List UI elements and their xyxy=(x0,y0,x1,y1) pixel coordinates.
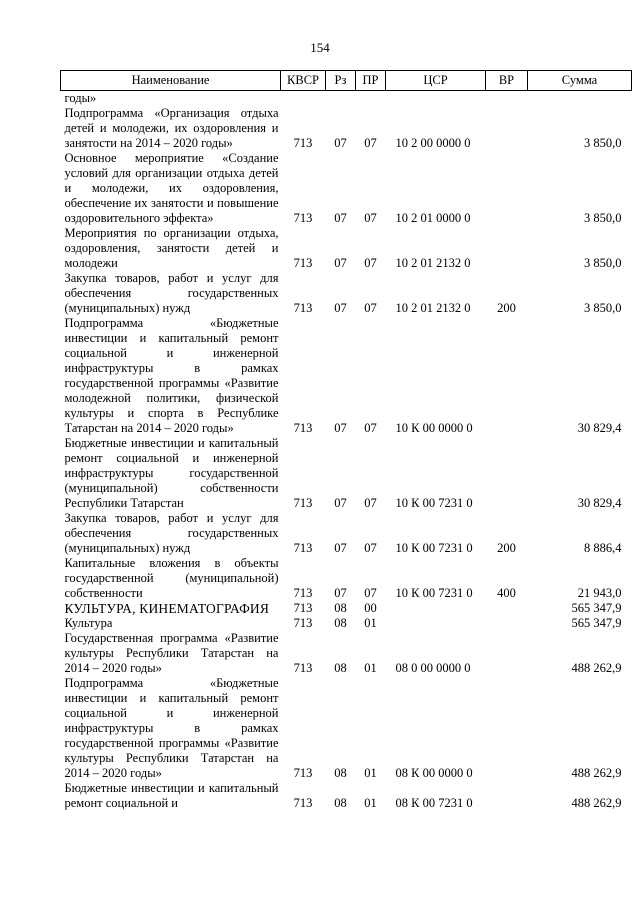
row-rz: 08 xyxy=(334,616,347,630)
row-pr: 07 xyxy=(364,211,377,225)
row-pr: 07 xyxy=(364,136,377,150)
row-kvsr: 713 xyxy=(293,586,313,600)
row-csr: 10 К 00 0000 0 xyxy=(395,421,473,435)
row-sum: 3 850,0 xyxy=(584,211,622,225)
row-name: Культура xyxy=(64,616,113,630)
row-name: Закупка товаров, работ и услуг для обеспечения государственных (муниципальных) нужд xyxy=(64,271,279,315)
row-csr: 08 К 00 7231 0 xyxy=(395,796,473,810)
row-vr xyxy=(486,616,528,631)
row-kvsr: 713 xyxy=(293,796,313,810)
row-pr: 07 xyxy=(364,301,377,315)
row-pr: 01 xyxy=(364,766,377,780)
row-pr: 01 xyxy=(364,616,377,630)
row-sum: 565 347,9 xyxy=(571,616,622,630)
table-row xyxy=(61,226,632,271)
table-row xyxy=(61,436,632,511)
row-rz: 08 xyxy=(334,601,347,615)
row-csr: 10 2 00 0000 0 xyxy=(395,136,471,150)
row-kvsr: 713 xyxy=(293,421,313,435)
table-row xyxy=(61,106,632,151)
row-kvsr: 713 xyxy=(293,601,313,615)
row-rz: 07 xyxy=(334,136,347,150)
row-rz: 08 xyxy=(334,661,347,675)
row-rz: 07 xyxy=(334,586,347,600)
row-csr: 10 2 01 2132 0 xyxy=(395,301,471,315)
row-vr xyxy=(486,436,528,511)
row-kvsr: 713 xyxy=(293,301,313,315)
continuation-text xyxy=(61,91,281,107)
row-kvsr: 713 xyxy=(293,541,313,555)
row-vr xyxy=(486,631,528,676)
row-vr xyxy=(486,226,528,271)
table-row xyxy=(61,556,632,601)
row-kvsr: 713 xyxy=(293,496,313,510)
row-pr: 01 xyxy=(364,661,377,675)
row-csr: 08 К 00 0000 0 xyxy=(395,766,473,780)
table-header xyxy=(61,71,632,91)
continuation-row xyxy=(61,91,632,107)
row-csr: 10 К 00 7231 0 xyxy=(395,541,473,555)
row-csr xyxy=(386,616,486,631)
row-name: КУЛЬТУРА, КИНЕМАТОГРАФИЯ xyxy=(64,601,270,616)
row-sum: 21 943,0 xyxy=(577,586,622,600)
row-sum: 8 886,4 xyxy=(584,541,622,555)
row-name: Основное мероприятие «Создание условий для организации отдыха детей и молодежи, их оздоровления, обеспечение их занятости и повышение оздоровительного эффекта» xyxy=(64,151,279,225)
row-name: Подпрограмма «Бюджетные инвестиции и капитальный ремонт социальной и инженерной инфраструктуры в рамках государственной программы «Развитие культуры Республики Татарстан на 2014 – 2020 годы» xyxy=(64,676,279,780)
header-csr: ЦСР xyxy=(386,71,486,91)
row-pr: 07 xyxy=(364,256,377,270)
table-row xyxy=(61,676,632,781)
table-row xyxy=(61,151,632,226)
row-rz: 07 xyxy=(334,256,347,270)
row-vr: 400 xyxy=(497,586,516,600)
row-kvsr: 713 xyxy=(293,661,313,675)
row-pr: 00 xyxy=(364,601,377,615)
header-name: Наименование xyxy=(61,71,281,91)
continuation-label: годы» xyxy=(64,91,97,105)
row-pr: 07 xyxy=(364,496,377,510)
row-pr: 07 xyxy=(364,421,377,435)
row-name: Бюджетные инвестиции и капитальный ремонт социальной и инженерной инфраструктуры государственной (муниципальной) собственности Республики Татарстан xyxy=(64,436,279,510)
row-sum: 3 850,0 xyxy=(584,256,622,270)
header-sum: Сумма xyxy=(528,71,632,91)
row-vr xyxy=(486,676,528,781)
header-rz: Рз xyxy=(326,71,356,91)
row-csr xyxy=(386,601,486,616)
row-rz: 07 xyxy=(334,541,347,555)
row-rz: 08 xyxy=(334,766,347,780)
row-pr: 07 xyxy=(364,541,377,555)
row-sum: 488 262,9 xyxy=(571,661,622,675)
row-csr: 10 К 00 7231 0 xyxy=(395,496,473,510)
row-name: Государственная программа «Развитие культуры Республики Татарстан на 2014 – 2020 годы» xyxy=(64,631,279,675)
row-vr xyxy=(486,601,528,616)
table-row xyxy=(61,271,632,316)
row-vr xyxy=(486,316,528,436)
row-kvsr: 713 xyxy=(293,211,313,225)
row-vr: 200 xyxy=(497,301,516,315)
row-rz: 07 xyxy=(334,211,347,225)
row-sum: 30 829,4 xyxy=(577,496,622,510)
section-row xyxy=(61,601,632,616)
row-sum: 30 829,4 xyxy=(577,421,622,435)
row-vr xyxy=(486,151,528,226)
row-sum: 488 262,9 xyxy=(571,796,622,810)
row-rz: 08 xyxy=(334,796,347,810)
row-csr: 10 2 01 0000 0 xyxy=(395,211,471,225)
row-rz: 07 xyxy=(334,496,347,510)
row-csr: 10 К 00 7231 0 xyxy=(395,586,473,600)
row-name: Бюджетные инвестиции и капитальный ремонт социальной и xyxy=(64,781,279,810)
row-sum: 3 850,0 xyxy=(584,136,622,150)
table-row xyxy=(61,781,632,811)
row-kvsr: 713 xyxy=(293,256,313,270)
row-vr xyxy=(486,781,528,811)
table-row xyxy=(61,511,632,556)
row-csr: 08 0 00 0000 0 xyxy=(395,661,471,675)
row-kvsr: 713 xyxy=(293,136,313,150)
row-name: Подпрограмма «Организация отдыха детей и молодежи, их оздоровления и занятости на 2014 – 2020 годы» xyxy=(64,106,279,150)
row-sum: 3 850,0 xyxy=(584,301,622,315)
row-pr: 07 xyxy=(364,586,377,600)
table-body xyxy=(61,91,632,812)
row-vr xyxy=(486,106,528,151)
budget-table xyxy=(60,70,632,811)
row-vr: 200 xyxy=(497,541,516,555)
page-number: 154 xyxy=(310,40,330,55)
row-name: Капитальные вложения в объекты государственной (муниципальной) собственности xyxy=(64,556,279,600)
row-sum: 565 347,9 xyxy=(571,601,622,615)
header-kvsr: КВСР xyxy=(281,71,326,91)
row-rz: 07 xyxy=(334,301,347,315)
row-kvsr: 713 xyxy=(293,766,313,780)
row-name: Подпрограмма «Бюджетные инвестиции и капитальный ремонт социальной и инженерной инфраструктуры в рамках государственной программы «Развитие молодежной политики, физической культуры и спорта в Республике Татарстан на 2014 – 2020 годы» xyxy=(64,316,279,435)
row-kvsr: 713 xyxy=(293,616,313,630)
row-name: Закупка товаров, работ и услуг для обеспечения государственных (муниципальных) нужд xyxy=(64,511,279,555)
header-vr: ВР xyxy=(486,71,528,91)
header-pr: ПР xyxy=(356,71,386,91)
table-row xyxy=(61,316,632,436)
row-csr: 10 2 01 2132 0 xyxy=(395,256,471,270)
row-pr: 01 xyxy=(364,796,377,810)
table-row xyxy=(61,631,632,676)
row-name: Мероприятия по организации отдыха, оздоровления, занятости детей и молодежи xyxy=(64,226,279,270)
row-rz: 07 xyxy=(334,421,347,435)
table-row xyxy=(61,616,632,631)
row-sum: 488 262,9 xyxy=(571,766,622,780)
